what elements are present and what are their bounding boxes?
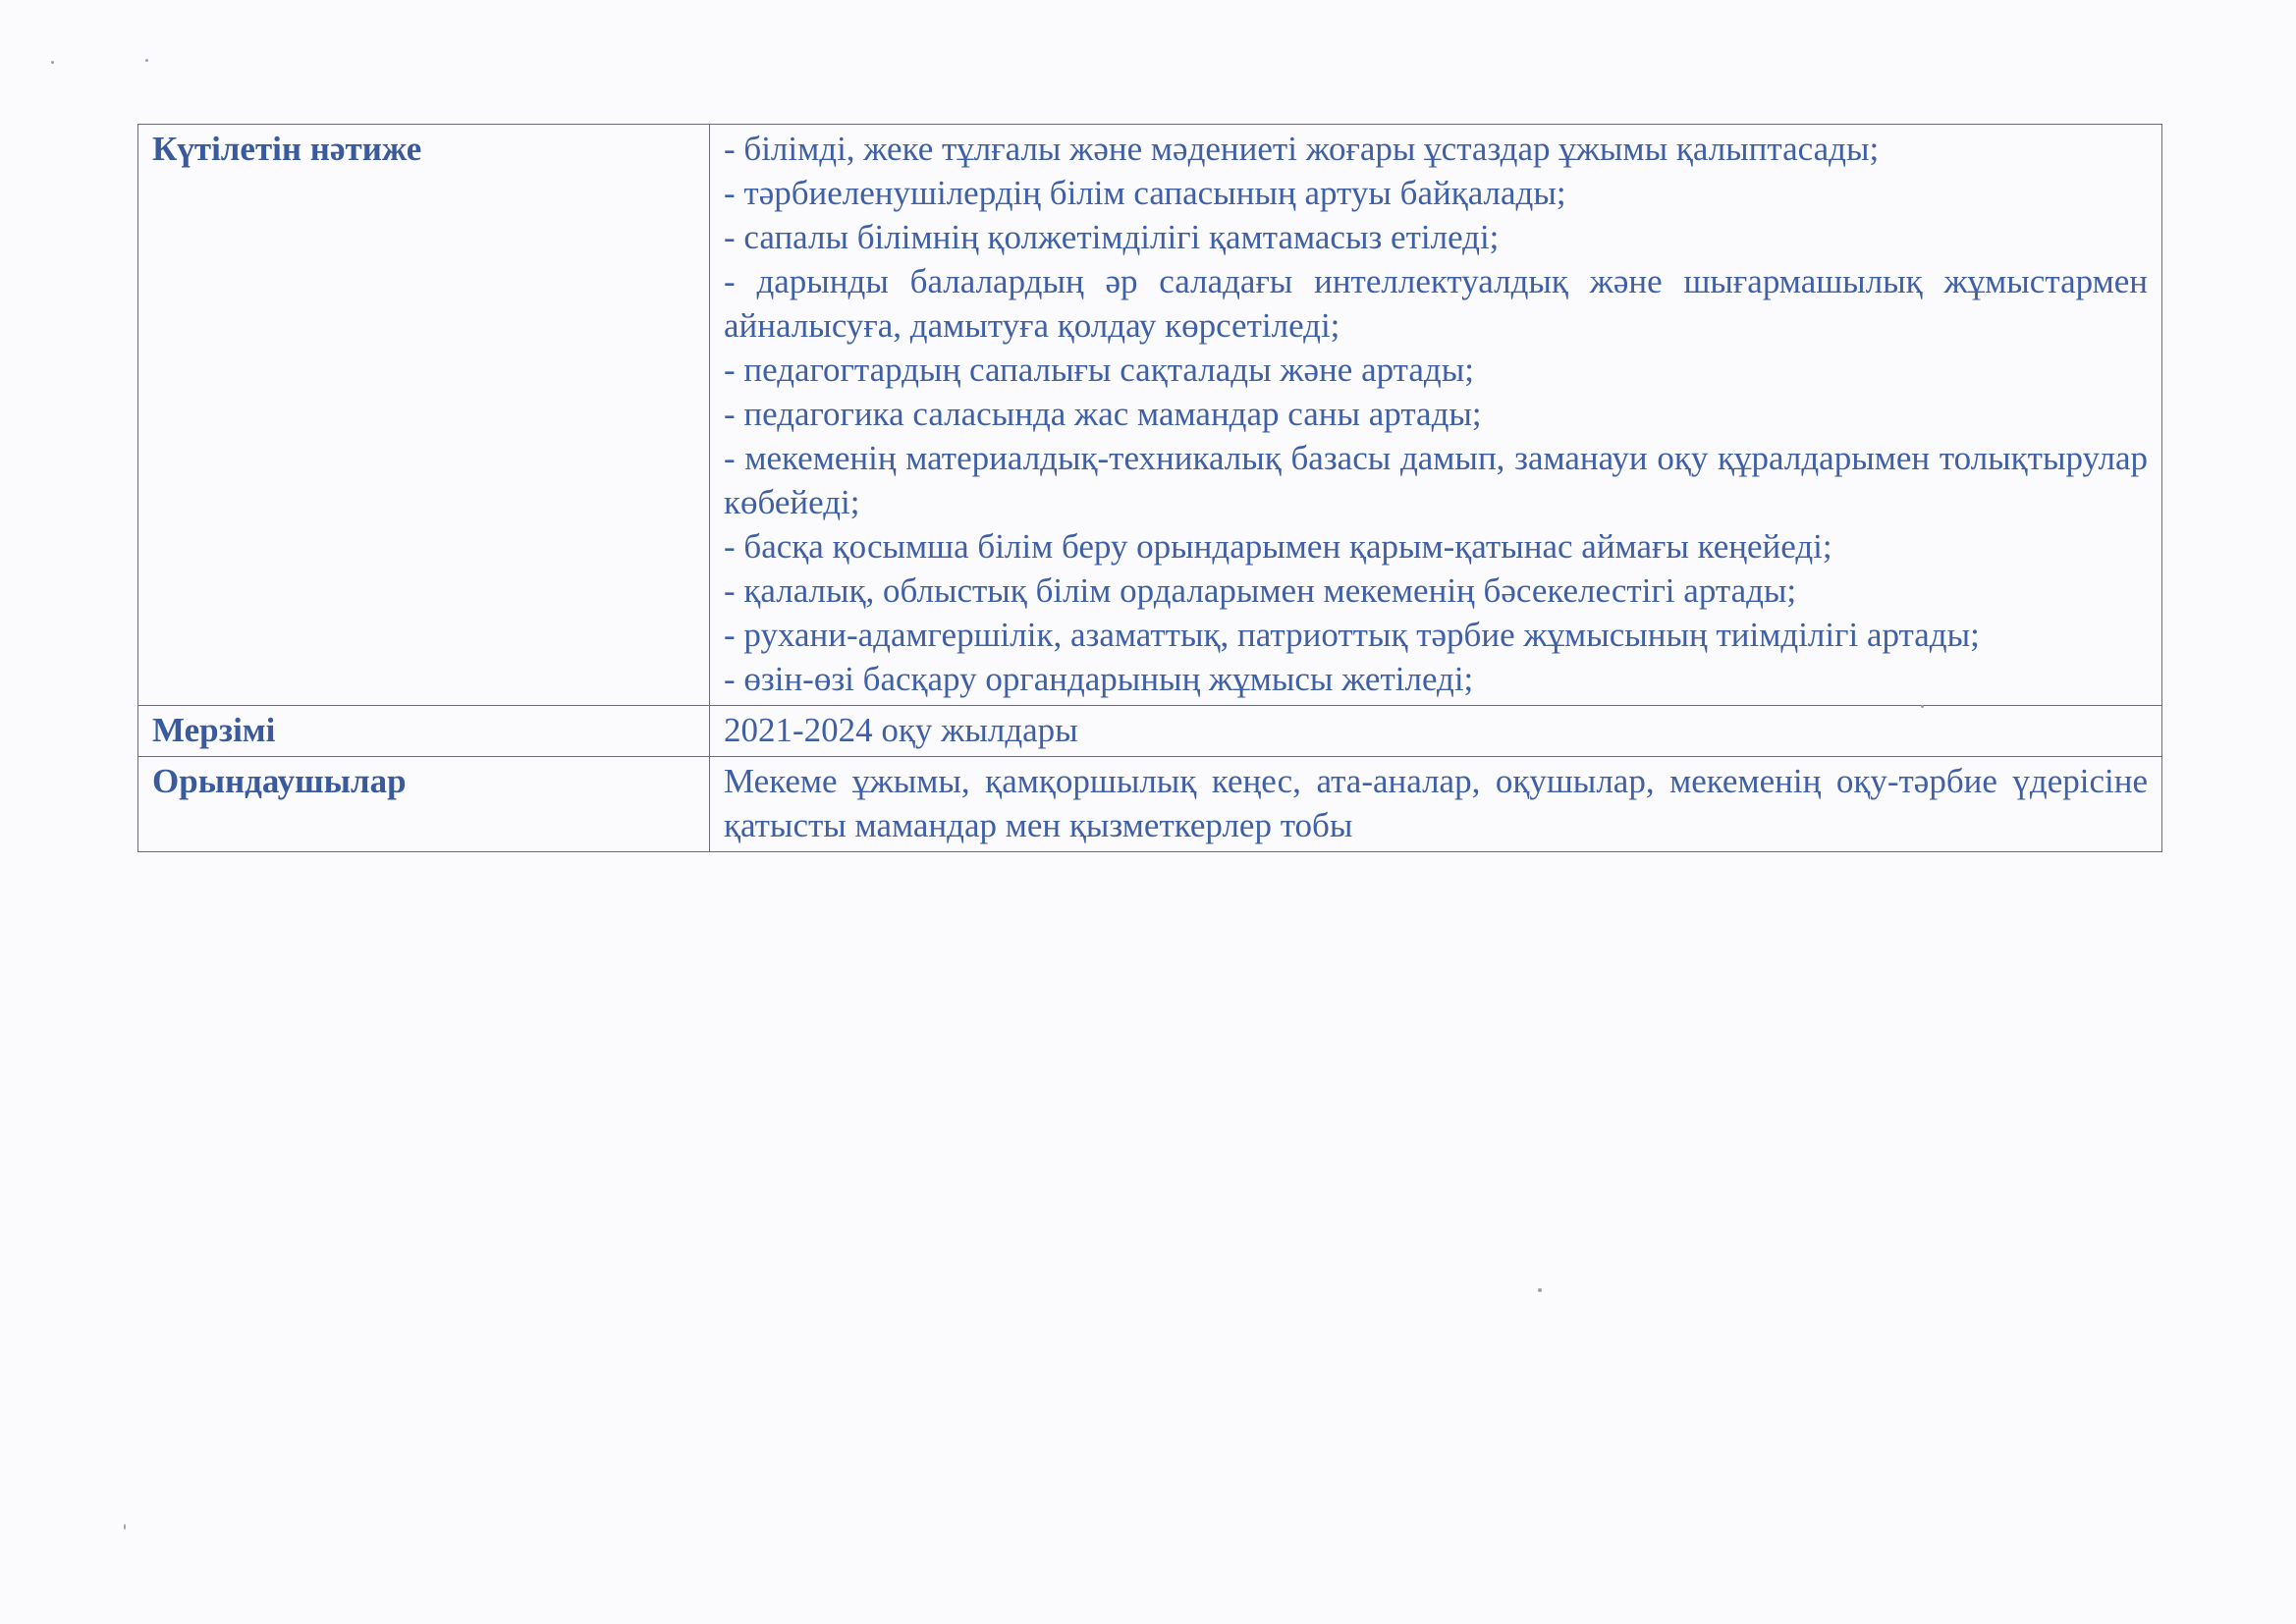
row-label-expected-results: Күтілетін нәтиже (138, 125, 710, 706)
table-row-term (138, 706, 2162, 757)
scan-speck (124, 1524, 126, 1530)
result-item: - дарынды балалардың әр саладағы интеллектуалдық және шығармашылық жұмыстармен айналысуға, дамытуға қолдау көрсетіледі; (724, 262, 2148, 345)
expected-results-list (710, 125, 2162, 706)
results-table (137, 124, 2162, 852)
result-item: - рухани-адамгершілік, азаматтық, патриоттық тәрбие жұмысының тиімділігі артады; (724, 616, 1980, 654)
result-item: - қалалық, облыстық білім ордаларымен мекеменің бәсекелестігі артады; (724, 571, 1797, 610)
scan-speck (51, 61, 54, 64)
scan-speck (1921, 705, 1924, 708)
result-item: - сапалы білімнің қолжетімділігі қамтамасыз етіледі; (724, 218, 1500, 256)
table-row-expected-results (138, 125, 2162, 706)
scan-speck (1538, 1288, 1542, 1292)
result-item: - мекеменің материалдық-техникалық базасы дамып, заманауи оқу құралдарымен толықтырулар көбейеді; (724, 439, 2148, 521)
executors-value: Мекеме ұжымы, қамқоршылық кеңес, ата-аналар, оқушылар, мекеменің оқу-тәрбие үдерісіне қатысты мамандар мен қызметкерлер тобы (710, 757, 2162, 852)
result-item: - тәрбиеленушілердің білім сапасының артуы байқалады; (724, 174, 1566, 212)
row-label-executors: Орындаушылар (138, 757, 710, 852)
result-item: - басқа қосымша білім беру орындарымен қарым-қатынас аймағы кеңейеді; (724, 527, 1832, 566)
row-label-term: Мерзімі (138, 706, 710, 757)
term-value: 2021-2024 оқу жылдары (710, 706, 2162, 757)
result-item: - педагогика саласында жас мамандар саны артады; (724, 395, 1482, 433)
result-item: - өзін-өзі басқару органдарының жұмысы жетіледі; (724, 660, 1474, 698)
result-item: - білімді, жеке тұлғалы және мәдениеті жоғары ұстаздар ұжымы қалыптасады; (724, 130, 1880, 168)
result-item: - педагогтардың сапалығы сақталады және артады; (724, 351, 1474, 389)
scan-speck (145, 59, 148, 62)
table-row-executors (138, 757, 2162, 852)
